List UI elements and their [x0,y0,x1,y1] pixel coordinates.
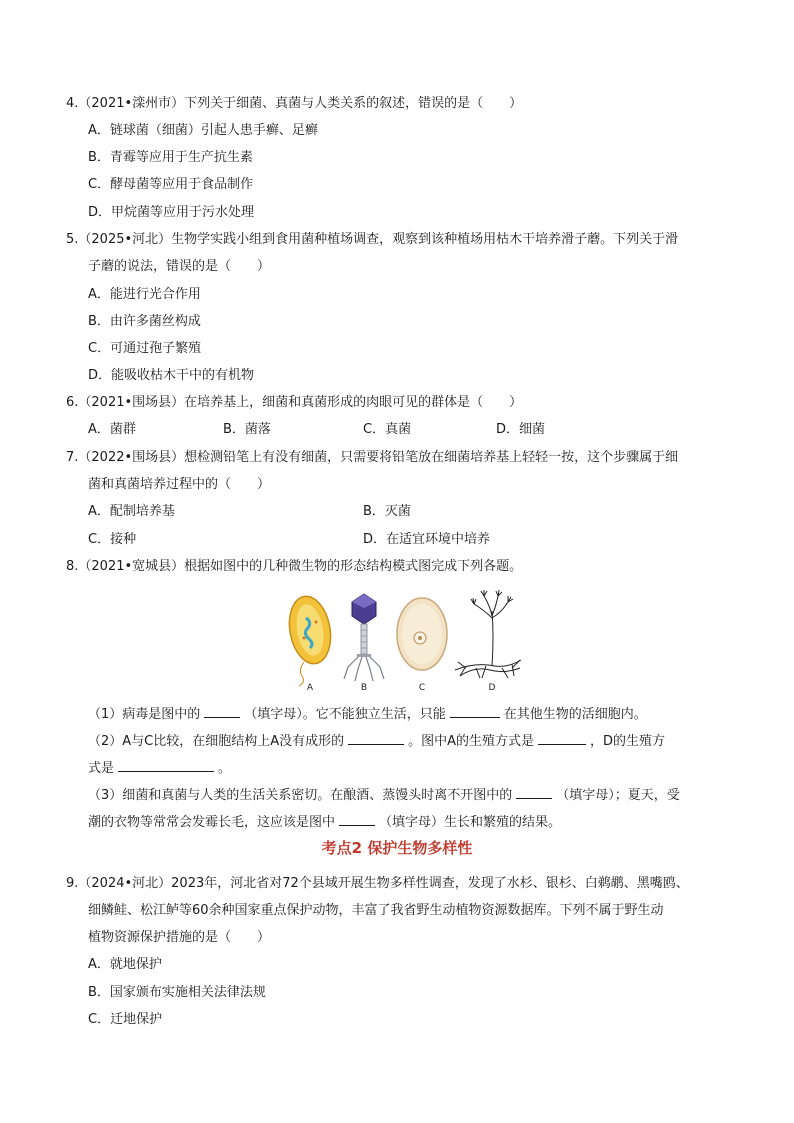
q8-part1-text-b: （填字母）。它不能独立生活，只能 [244,707,446,722]
q8-part3-line2 [88,811,561,832]
q7-stem-line1: 7.（2022•围场县）想检测铅笔上有没有细菌，只需要将铅笔放在细菌培养基上轻轻一按，这个步骤属于细 [66,450,679,465]
q9-stem-line1: 9.（2024•河北）2023年，河北省对72个县域开展生物多样性调查，发现了水杉、银杉、白鹈鹕、黑嘴鸥、 [66,876,689,891]
q7-option-c: C．接种 [88,532,137,547]
answer-blank [204,703,240,718]
q7-option-a: A．配制培养基 [88,504,175,519]
q5-option-a: A．能进行光合作用 [88,287,201,302]
q5-stem-line2: 子蘑的说法，错误的是（ ） [88,259,271,274]
answer-blank [538,730,586,745]
figure-label-c: C [418,683,426,692]
bacterium-illustration [284,593,335,686]
answer-blank [348,730,404,745]
q5-option-d: D．能吸收枯木干中的有机物 [88,368,255,383]
q8-part2-text-a: （2）A与C比较，在细胞结构上A没有成形的 [88,734,345,749]
figure-label-a: A [306,683,314,692]
q8-stem: 8.（2021•宽城县）根据如图中的几种微生物的形态结构模式图完成下列各题。 [66,559,523,574]
q8-part2-line2 [88,757,231,778]
q8-part3-line1 [88,784,680,805]
q4-stem: 4.（2021•滦州市）下列关于细菌、真菌与人类关系的叙述，错误的是（ ） [66,96,523,111]
q6-option-c: C．真菌 [363,422,412,437]
q6-stem: 6.（2021•围场县）在培养基上，细菌和真菌形成的肉眼可见的群体是（ ） [66,395,523,410]
q7-option-d: D．在适宜环境中培养 [363,532,491,547]
q7-option-b: B．灭菌 [363,504,411,519]
answer-blank [118,757,214,772]
q5-stem-line1: 5.（2025•河北）生物学实践小组到食用菌种植场调查，观察到该种植场用枯木干培养滑子蘑。下列关于滑 [66,232,679,247]
q8-part2-text-b: 。图中A的生殖方式是 [408,734,535,749]
q9-option-c: C．迁地保护 [88,1012,163,1027]
figure-label-d: D [488,683,496,692]
microorganism-figure [280,588,530,692]
q9-stem-line2: 细鳞鲑、松江鲈等60余种国家重点保护动物，丰富了我省野生动植物资源数据库。下列不属于野生动 [88,903,664,918]
q4-option-b: B．青霉等应用于生产抗生素 [88,150,253,165]
q8-part2-line1 [88,730,665,751]
yeast-cell-illustration [397,598,447,670]
q9-stem-line3: 植物资源保护措施的是（ ） [88,930,271,945]
q8-part3-text-c: 潮的衣物等常常会发霉长毛，这应该是图中 [88,815,336,830]
q7-stem-line2: 菌和真菌培养过程中的（ ） [88,477,271,492]
q8-part3-text-b: （填字母）；夏天，受 [556,788,680,803]
section-heading: 考点2 保护生物多样性 [321,839,473,857]
q8-part3-text-a: （3）细菌和真菌与人类的生活关系密切。在酿酒、蒸馒头时离不开图中的 [88,788,513,803]
q6-option-a: A．菌群 [88,422,136,437]
answer-blank [516,784,552,799]
q9-option-b: B．国家颁布实施相关法律法规 [88,985,266,1000]
q5-option-b: B．由许多菌丝构成 [88,314,201,329]
answer-blank [450,703,500,718]
q8-part1 [88,703,647,724]
mold-illustration [455,590,521,678]
q8-part2-text-c: ，D的生殖方 [590,734,666,749]
figure-label-b: B [360,683,368,692]
q4-option-d: D．甲烷菌等应用于污水处理 [88,205,255,220]
q8-part1-text-a: （1）病毒是图中的 [88,707,201,722]
answer-blank [339,811,375,826]
q8-part2-text-e: 。 [218,761,232,776]
q5-option-c: C．可通过孢子繁殖 [88,341,202,356]
q4-option-a: A．链球菌（细菌）引起人患手癣、足癣 [88,123,318,138]
q6-option-d: D．细菌 [496,422,546,437]
bacteriophage-illustration [344,594,384,681]
q6-option-b: B．菌落 [223,422,271,437]
q9-option-a: A．就地保护 [88,957,162,972]
q4-option-c: C．酵母菌等应用于食品制作 [88,177,254,192]
q8-part1-text-c: 在其他生物的活细胞内。 [503,707,647,722]
q8-part2-text-d: 式是 [88,761,115,776]
q8-part3-text-d: （填字母）生长和繁殖的结果。 [379,815,562,830]
